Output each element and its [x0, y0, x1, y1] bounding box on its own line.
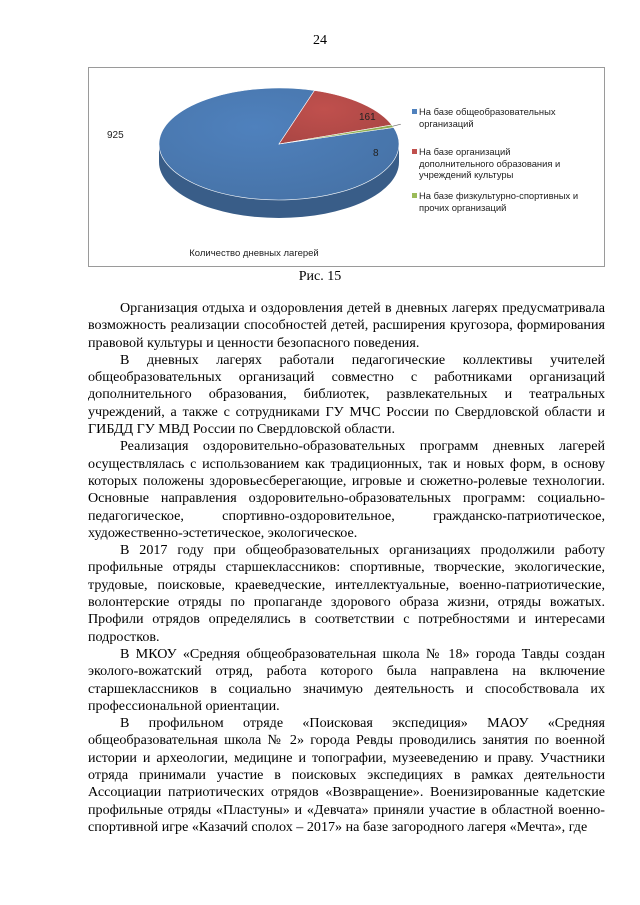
body-text — [88, 300, 605, 836]
paragraph-3: Реализация оздоровительно-образовательных программ дневных лагерей осуществлялась с использованием как традиционных, так и новых форм, в основу которых положены здоровьесберегающие, игровые и сюжетно-ролевые технологии. Основные направления оздоровительно-образовательных программ: социально-педагогическое, спортивно-оздоровительное, гражданско-патриотическое, художественно-эстетическое, экологическое. — [88, 438, 605, 541]
legend-swatch-1 — [412, 149, 417, 154]
pie-label-2: 8 — [373, 148, 379, 159]
legend-swatch-2 — [412, 193, 417, 198]
legend-item-2 — [419, 190, 579, 213]
legend-label-1: На базе организаций дополнительного образования и учреждений культуры — [419, 146, 561, 180]
pie-label-0: 925 — [107, 130, 124, 141]
chart-frame — [88, 67, 605, 267]
figure-caption: Рис. 15 — [298, 269, 342, 284]
legend-label-0: На базе общеобразовательных организаций — [419, 106, 556, 129]
legend-swatch-0 — [412, 109, 417, 114]
legend-label-2: На базе физкультурно-спортивных и прочих организаций — [419, 190, 579, 213]
paragraph-1: Организация отдыха и оздоровления детей в дневных лагерях предусматривала возможность реализации способностей детей, расширения кругозора, формирования правовой культуры и ценности безопасного поведения. — [88, 300, 605, 351]
legend-item-1 — [419, 146, 579, 181]
page-number: 24 — [313, 33, 327, 48]
legend-item-0 — [419, 106, 579, 129]
paragraph-4: В 2017 году при общеобразовательных организациях продолжили работу профильные отряды старшеклассников: спортивные, творческие, экологические, трудовые, поисковые, краеведческие, интеллектуальные, военно-патриотические, волонтерские отряды по пропаганде здорового образа жизни, отряды вожатых. Профили отрядов определялись в соответствии с потребностями и интересами подростков. — [88, 542, 605, 645]
paragraph-6: В профильном отряде «Поисковая экспедиция» МАОУ «Средняя общеобразовательная школа № 2» города Ревды проводились занятия по военной истории и археологии, медицине и топографии, музееведению и праву. Участники отряда принимали участие в поисковых экспедициях в рамках деятельности Ассоциации патриотических отрядов «Возвращение». Военизированные кадетские профильные отряды «Пластуны» и «Девчата» приняли участие в областной военно-спортивной игре «Казачий сполох – 2017» на базе загородного лагеря «Мечта», где — [88, 715, 605, 835]
chart-title: Количество дневных лагерей — [189, 248, 319, 259]
pie-label-1: 161 — [359, 112, 376, 123]
paragraph-2: В дневных лагерях работали педагогические коллективы учителей общеобразовательных организаций совместно с работниками организаций дополнительного образования, библиотек, развлекательных и театральных учреждений, а также с сотрудниками ГУ МЧС России по Свердловской области и ГИБДД ГУ МВД России по Свердловской области. — [88, 351, 605, 438]
paragraph-5: В МКОУ «Средняя общеобразовательная школа № 18» города Тавды создан эколого-вожатский отряд, работа которого была направлена на включение старшеклассников в социально значимую деятельность и способствовала их профессиональной ориентации. — [88, 645, 605, 714]
leader-line-2 — [393, 124, 401, 126]
